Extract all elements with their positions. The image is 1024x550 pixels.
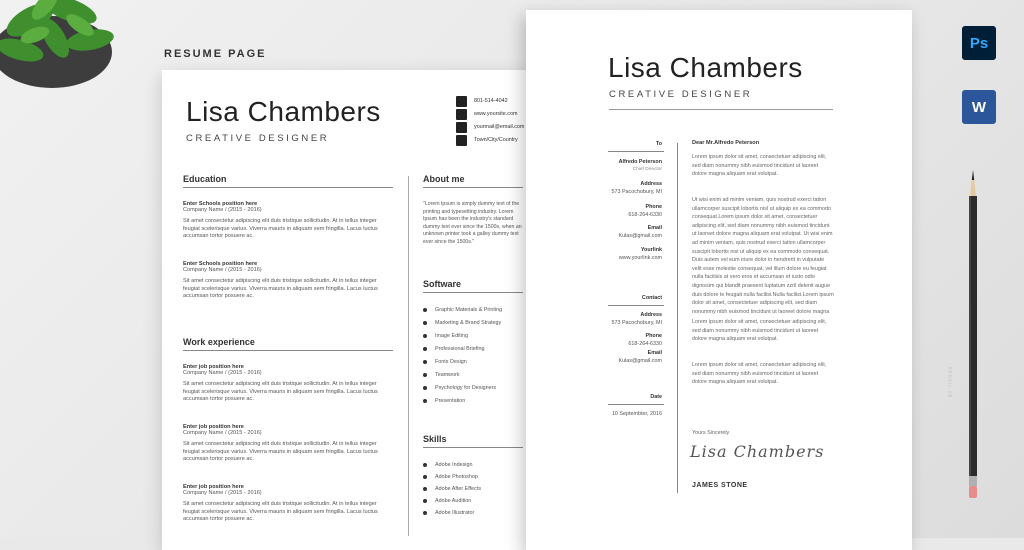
to-name: Alfredo Peterson	[618, 159, 662, 165]
bullet-dot	[423, 308, 427, 312]
skills-rule	[423, 447, 523, 448]
work-item-text: Sit amet consectetur adipiscing elit duis tristique sollicitudin. At in tellus integer feugiat scelerisque varius. Viverra mauris in aliquam sem fringilla. Lacus luctus accumsan tortor posuere ac.	[183, 501, 378, 523]
contact-phone: 801-514-4042	[474, 98, 508, 104]
letter-title: CREATIVE DESIGNER	[609, 89, 753, 100]
letter-paragraph: Lorem ipsum dolor sit amet, consectetuer adipiscing elit, sed diam nonummy nibh euismod tincidunt ut laoreet dolore magna aliquam erat volutpat.	[692, 319, 827, 343]
software-item: Marketing & Brand Strategy	[435, 320, 502, 326]
work-item-text: Sit amet consectetur adipiscing elit duis tristique sollicitudin. At in tellus integer feugiat scelerisque varius. Viverra mauris in aliquam sem fringilla. Lacus luctus accumsan tortor posuere ac.	[183, 441, 378, 463]
pencil-label: PENCIL 2B	[947, 366, 953, 399]
education-item-text: Sit amet consectetur adipiscing elit duis tristique sollicitudin. At in tellus integer feugiat scelerisque varius. Viverra mauris in aliquam sem fringilla. Lacus luctus accumsan tortor posuere ac.	[183, 278, 378, 300]
bullet-dot	[423, 475, 427, 479]
skills-heading: Skills	[423, 434, 447, 444]
contact-email: Kulas@gmail.com	[618, 358, 662, 364]
bullet-dot	[423, 360, 427, 364]
resume-page	[162, 70, 548, 550]
date-rule	[608, 404, 664, 405]
bullet-dot	[423, 321, 427, 325]
letter-paragraph: Ut wisi enim ad minim veniam, quis nostrud exerci tation ullamcorper suscipit lobortis nisl ut aliquip ex ea commodo consequat.Lorem ipsum dolor sit amet, consectetuer adipiscing elit, sed diam nonummy nibh euismod tincidunt ut laoreet dolore magna aliquam erat volutpat. Ut wisi enim ad minim veniam, quis nostrud exerci tation ullamcorper suscipit lobortis nisl ut aliquip ex ea commodo consequat. Duis autem vel eum iriure dolor in hendrerit in vulputate velit esse molestie consequat, vel illum dolore eu feugiat nulla facilisis at vero eros et accumsan et iusto odio dignissim qui blandit praesent luptatum zzril delenit augue duis dolore te feugait nulla facilisi.Nulla facilisi.Lorem ipsum dolor sit amet, consectetuer adipiscing elit, sed diam nonummy nibh euismod tincidunt ut laoreet dolore magna	[692, 197, 834, 315]
mail-icon	[456, 122, 467, 133]
contact-site: www.yoursite.com	[474, 111, 518, 117]
phone-icon	[456, 96, 467, 107]
to-phone-label: Phone	[645, 204, 662, 210]
software-rule	[423, 292, 523, 293]
header-rule	[609, 109, 833, 110]
bullet-dot	[423, 463, 427, 467]
education-item-title: Enter Schools position here	[183, 261, 258, 267]
date-heading: Date	[650, 394, 662, 400]
work-item	[183, 484, 393, 524]
contact-email-label: Email	[647, 350, 662, 356]
skill-item: Adobe Illustrator	[435, 510, 475, 516]
about-rule	[423, 187, 523, 188]
resume-page-label: RESUME PAGE	[164, 48, 267, 60]
link-icon	[456, 109, 467, 120]
work-item-title: Enter job position here	[183, 364, 244, 370]
work-item-company: Company Name / (2015 - 2016)	[183, 490, 262, 496]
cover-letter-page	[526, 10, 912, 550]
letter-column-divider	[677, 143, 678, 493]
bullet-dot	[423, 373, 427, 377]
to-address-label: Address	[640, 181, 662, 187]
contact-address: 573 Pacochobury, MI	[611, 320, 662, 326]
software-item: Presentation	[435, 398, 466, 404]
work-rule	[183, 350, 393, 351]
bullet-dot	[423, 487, 427, 491]
to-role: Chief Director	[632, 167, 662, 172]
letter-closing: Yours Sincerely	[692, 430, 730, 436]
work-item	[183, 424, 393, 464]
date-value: 10 Septembter, 2016	[611, 411, 662, 417]
software-item: Professional Briefing	[435, 346, 485, 352]
bullet-dot	[423, 511, 427, 515]
education-item-company: Company Name / (2015 - 2016)	[183, 207, 262, 213]
photoshop-icon: Ps	[962, 26, 996, 60]
pencil-decoration	[966, 170, 980, 500]
to-email: Kulas@gmail.com	[618, 233, 662, 239]
to-email-label: Email	[647, 225, 662, 231]
software-heading: Software	[423, 279, 462, 289]
signer-name: JAMES STONE	[692, 482, 748, 489]
contact-heading: Contact	[641, 295, 662, 301]
contact-rule	[608, 305, 664, 306]
software-item: Image Editing	[435, 333, 468, 339]
software-item: Teamwork	[435, 372, 460, 378]
letter-greeting: Dear Mr.Alfredo Peterson	[692, 140, 760, 146]
skill-item: Adobe Audition	[435, 498, 472, 504]
to-heading: To	[655, 141, 662, 147]
contact-phone-label: Phone	[645, 333, 662, 339]
education-heading: Education	[183, 174, 227, 184]
column-divider	[408, 176, 409, 536]
to-yourlink-label: Yourlink	[640, 247, 662, 253]
education-item-title: Enter Schools position here	[183, 201, 258, 207]
work-item-title: Enter job position here	[183, 424, 244, 430]
software-item: Psychology for Designers	[435, 385, 497, 391]
to-phone: 618-264-6330	[628, 212, 662, 218]
plant-decoration	[0, 0, 130, 100]
letter-paragraph: Lorem ipsum dolor sit amet, consectetuer adipiscing elit, sed diam nonummy nibh euismod tincidunt ut laoreet dolore magna aliquam erat volutpat.	[692, 154, 827, 178]
education-item-text: Sit amet consectetur adipiscing elit duis tristique sollicitudin. At in tellus integer feugiat scelerisque varius. Viverra mauris in aliquam sem fringilla. Lacus luctus accumsan tortor posuere ac.	[183, 218, 378, 240]
work-heading: Work experience	[183, 337, 255, 347]
word-icon: W	[962, 90, 996, 124]
skill-item: Adobe Photoshop	[435, 474, 478, 480]
work-item-title: Enter job position here	[183, 484, 244, 490]
bullet-dot	[423, 334, 427, 338]
contact-email: yourmail@email.com	[474, 124, 525, 130]
work-item-text: Sit amet consectetur adipiscing elit duis tristique sollicitudin. At in tellus integer feugiat scelerisque varius. Viverra mauris in aliquam sem fringilla. Lacus luctus accumsan tortor posuere ac.	[183, 381, 378, 403]
education-item-company: Company Name / (2015 - 2016)	[183, 267, 262, 273]
resume-title: CREATIVE DESIGNER	[186, 133, 330, 144]
signature: Lisa Chambers	[690, 442, 825, 461]
about-text: "Lorem Ipsum is simply dummy text of the printing and typesetting industry. Lorem Ipsum has been the industry's standard dummy text ever since the 1500s, when an unknown printer took a galley dummy text ever since the 1500s."	[423, 201, 522, 245]
to-yourlink: www.yourlink.com	[618, 255, 662, 261]
work-item-company: Company Name / (2015 - 2016)	[183, 430, 262, 436]
contact-address-label: Address	[640, 312, 662, 318]
work-item	[183, 364, 393, 404]
contact-phone: 618-264-6330	[628, 341, 662, 347]
bullet-dot	[423, 499, 427, 503]
contact-location: Town/City/Country	[474, 137, 518, 143]
education-rule	[183, 187, 393, 188]
letter-paragraph: Lorem ipsum dolor sit amet, consectetuer adipiscing elit, sed diam nonummy nibh euismod tincidunt ut laoreet dolore magna aliquam erat volutpat.	[692, 362, 827, 386]
to-address: 573 Pacochobury, MI	[611, 189, 662, 195]
education-item	[183, 201, 393, 241]
education-item	[183, 261, 393, 301]
work-item-company: Company Name / (2015 - 2016)	[183, 370, 262, 376]
bullet-dot	[423, 347, 427, 351]
location-icon	[456, 135, 467, 146]
skill-item: Adobe After Effects	[435, 486, 482, 492]
about-heading: About me	[423, 174, 465, 184]
letter-name: Lisa Chambers	[608, 52, 803, 83]
bullet-dot	[423, 386, 427, 390]
software-item: Fonts Design	[435, 359, 467, 365]
resume-name: Lisa Chambers	[186, 96, 381, 127]
to-rule	[608, 151, 664, 152]
bullet-dot	[423, 399, 427, 403]
software-item: Graphic Materials & Printing	[435, 307, 503, 313]
skill-item: Adobe Indesign	[435, 462, 473, 468]
